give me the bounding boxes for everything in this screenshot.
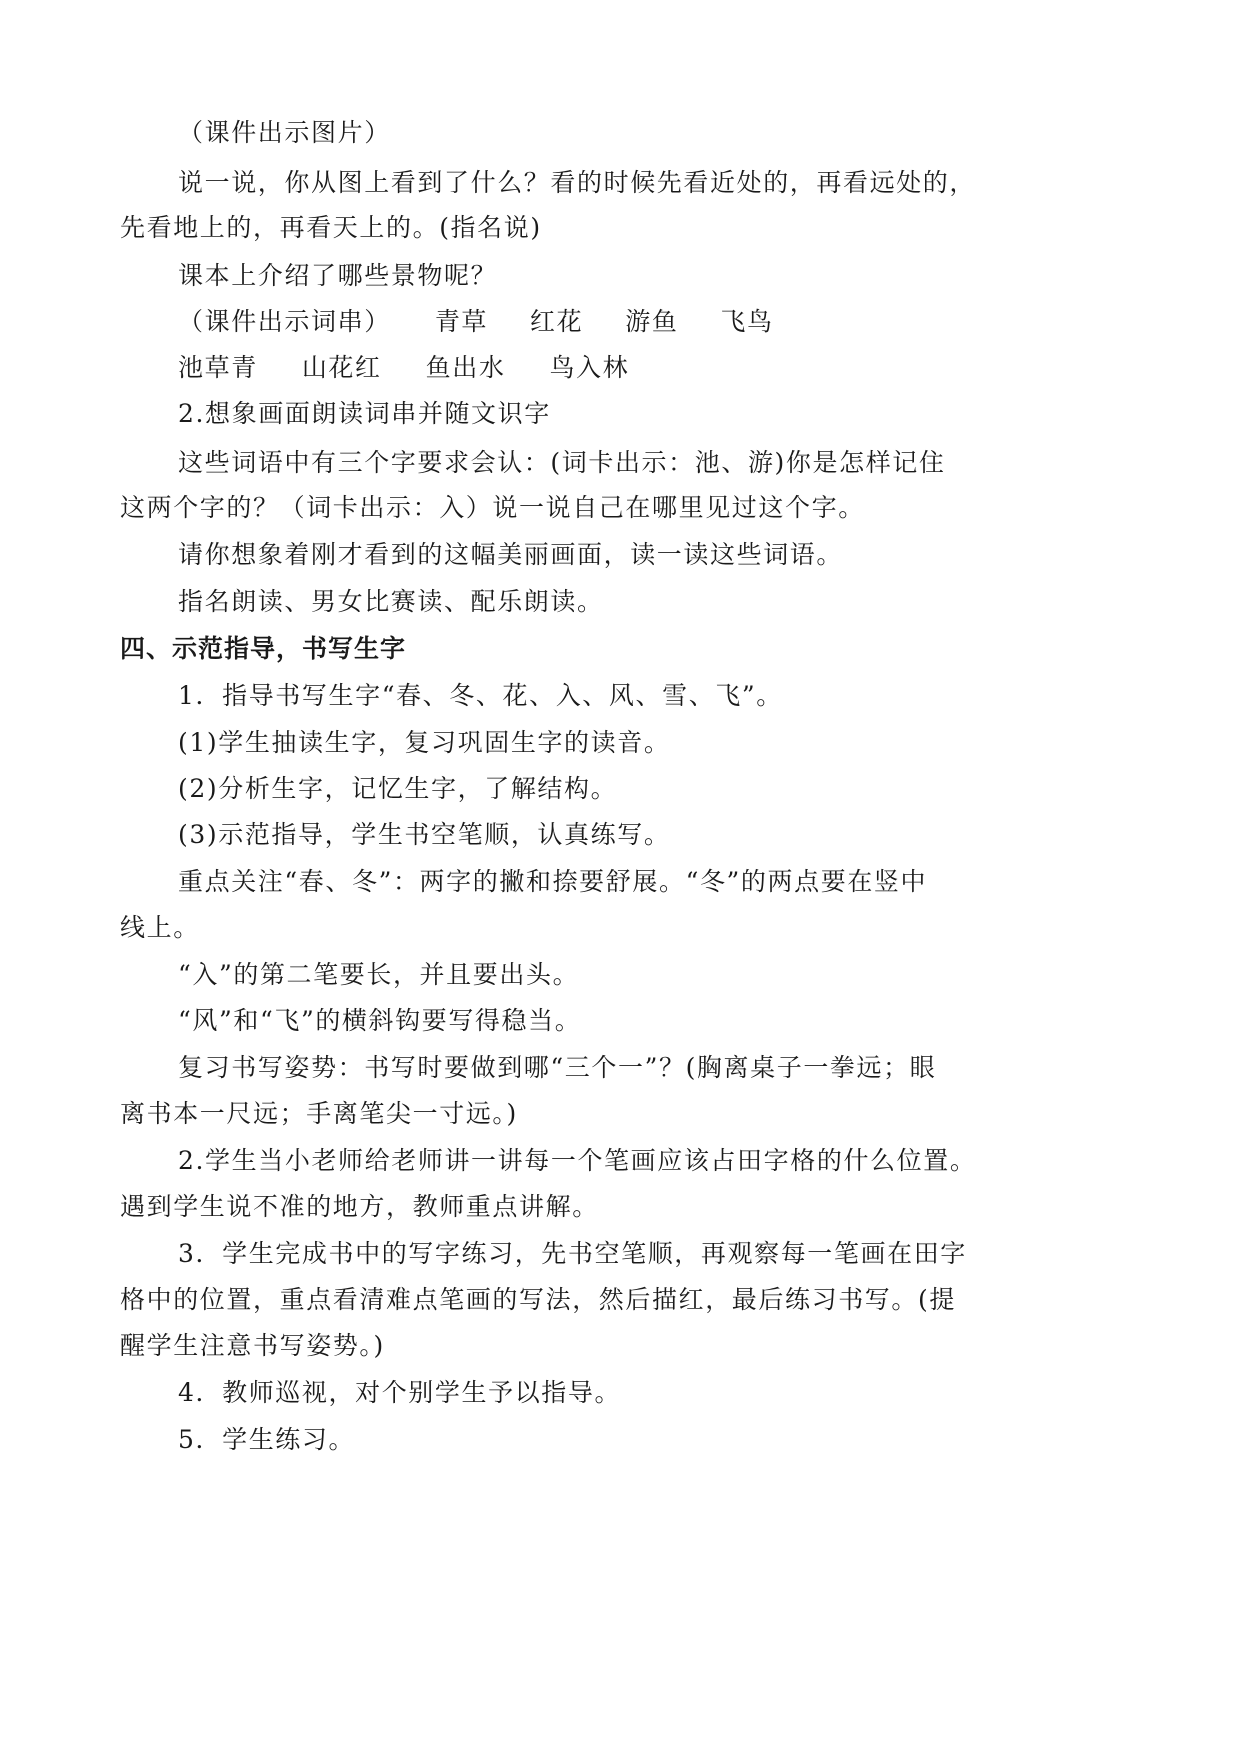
subitem-1: (1)学生抽读生字，复习巩固生字的读音。 bbox=[178, 728, 671, 757]
paragraph-ru-stroke: “入”的第二笔要长，并且要出头。 bbox=[178, 960, 580, 989]
paragraph-focus-line-1: 重点关注“春、冬”：两字的撇和捺要舒展。“冬”的两点要在竖中 bbox=[178, 867, 928, 896]
item-3-line-3: 醒学生注意书写姿势。) bbox=[120, 1331, 385, 1360]
step-2-heading: 2.想象画面朗读词串并随文识字 bbox=[178, 399, 551, 428]
paragraph-posture-line-2: 离书本一尺远；手离笔尖一寸远。) bbox=[120, 1099, 518, 1128]
word-shanhuahong: 山花红 bbox=[301, 353, 382, 382]
paragraph-talk-line-2: 先看地上的，再看天上的。(指名说) bbox=[120, 213, 542, 242]
paragraph-scenery-question: 课本上介绍了哪些景物呢？ bbox=[178, 261, 498, 290]
item-2-line-1: 2.学生当小老师给老师讲一讲每一个笔画应该占田字格的什么位置。 bbox=[178, 1146, 977, 1175]
courseware-word-string-label: （课件出示词串） bbox=[178, 307, 391, 336]
paragraph-feng-fei: “风”和“飞”的横斜钩要写得稳当。 bbox=[178, 1006, 582, 1035]
item-1-guide-writing: 1．指导书写生字“春、冬、花、入、风、雪、飞”。 bbox=[178, 681, 783, 710]
paragraph-recognize-line-1: 这些词语中有三个字要求会认：(词卡出示：池、游)你是怎样记住 bbox=[178, 448, 946, 477]
word-string-row-2 bbox=[178, 352, 1178, 384]
item-3-line-1: 3．学生完成书中的写字练习，先书空笔顺，再观察每一笔画在田字 bbox=[178, 1239, 967, 1268]
item-4: 4．教师巡视，对个别学生予以指导。 bbox=[178, 1378, 622, 1407]
paragraph-posture-line-1: 复习书写姿势：书写时要做到哪“三个一”？(胸离桌子一拳远；眼 bbox=[178, 1053, 937, 1082]
word-qingcao: 青草 bbox=[434, 307, 489, 336]
word-niaorulin: 鸟入林 bbox=[549, 353, 630, 382]
word-string-row-1 bbox=[178, 306, 1178, 338]
subitem-3: (3)示范指导，学生书空笔顺，认真练写。 bbox=[178, 820, 671, 849]
paragraph-read-aloud: 指名朗读、男女比赛读、配乐朗读。 bbox=[178, 587, 604, 616]
item-5: 5．学生练习。 bbox=[178, 1425, 356, 1454]
item-3-line-2: 格中的位置，重点看清难点笔画的写法，然后描红，最后练习书写。(提 bbox=[120, 1285, 956, 1314]
paragraph-imagine-read: 请你想象着刚才看到的这幅美丽画面，读一读这些词语。 bbox=[178, 540, 844, 569]
section-heading-4: 四、示范指导，书写生字 bbox=[120, 634, 407, 663]
paragraph-courseware-image: （课件出示图片） bbox=[178, 118, 391, 147]
word-chicaoqing: 池草青 bbox=[178, 353, 258, 382]
item-2-line-2: 遇到学生说不准的地方，教师重点讲解。 bbox=[120, 1192, 599, 1221]
paragraph-recognize-line-2: 这两个字的？（词卡出示：入）说一说自己在哪里见过这个字。 bbox=[120, 493, 865, 522]
word-yuchushui: 鱼出水 bbox=[425, 353, 506, 382]
word-feiniao: 飞鸟 bbox=[720, 307, 774, 336]
paragraph-talk-line-1: 说一说，你从图上看到了什么？看的时候先看近处的，再看远处的， bbox=[178, 168, 977, 197]
paragraph-focus-line-2: 线上。 bbox=[120, 913, 200, 942]
word-youyu: 游鱼 bbox=[625, 307, 679, 336]
subitem-2: (2)分析生字，记忆生字，了解结构。 bbox=[178, 774, 618, 803]
word-honghua: 红花 bbox=[530, 307, 584, 336]
